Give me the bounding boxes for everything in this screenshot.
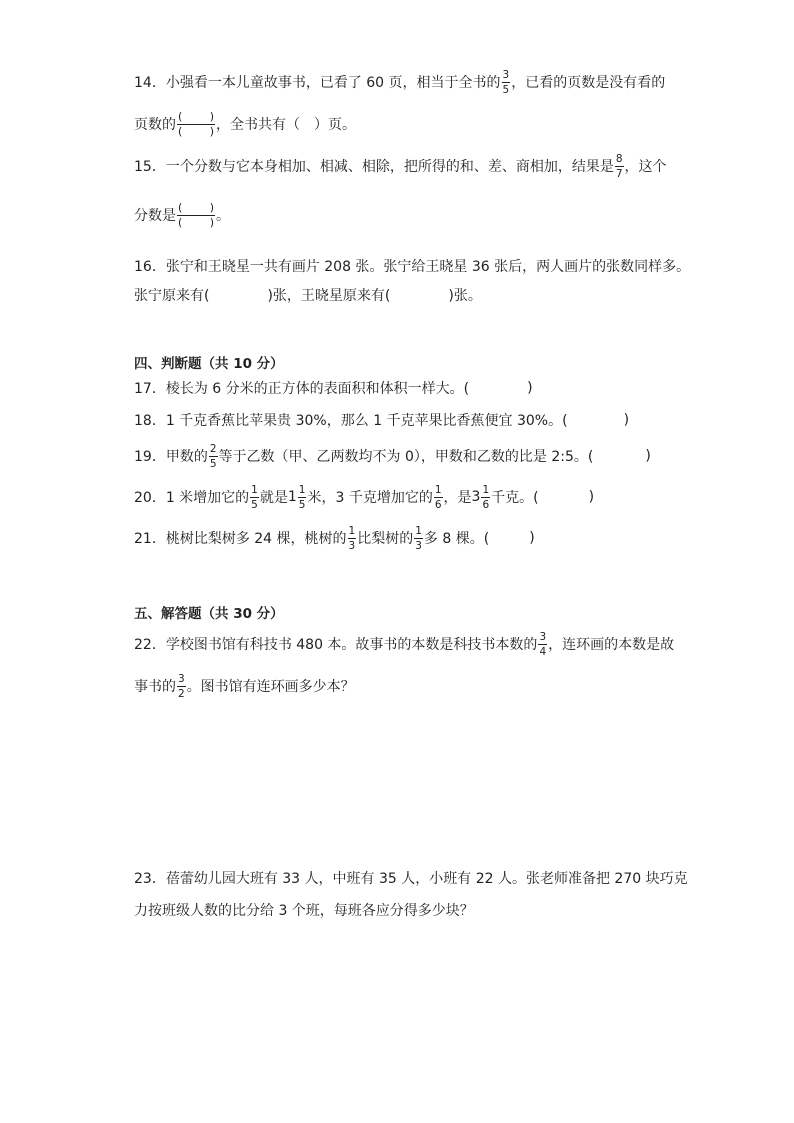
question-16-text-c: )张，王晓星原来有(	[267, 288, 391, 304]
question-16-text-a: 16．张宁和王晓星一共有画片 208 张。张宁给王晓星 36 张后，两人画片的张数同样多。	[134, 259, 691, 275]
question-14-line-1	[134, 64, 665, 100]
fraction-8-7: $\frac{8}{7}$	[615, 152, 623, 180]
mixed-number-1-1-5: 1 $\frac{1}{5}$	[287, 483, 306, 511]
section-4-title: 四、判断题（共 10 分）	[134, 356, 284, 372]
section-5-title: 五、解答题（共 30 分）	[134, 606, 284, 622]
question-23-line-1: 23．蓓蕾幼儿园大班有 33 人，中班有 35 人，小班有 22 人。张老师准备把 270 块巧克	[134, 871, 688, 887]
question-15-text-c: 分数是	[134, 208, 176, 224]
question-16-line-2	[134, 277, 482, 313]
question-22-line-1: 22．学校图书馆有科技书 480 本。故事书的本数是科技书本数的 $\frac{3}{4}$ ，连环画的本数是故	[134, 630, 675, 658]
question-14-line-2	[134, 106, 356, 142]
fraction-1-3: $\frac{1}{3}$	[415, 524, 422, 552]
fraction-1-3: $\frac{1}{3}$	[348, 524, 356, 552]
fraction-1-5: $\frac{1}{5}$	[251, 483, 258, 511]
question-17: 17．棱长为 6 分米的正方体的表面积和体积一样大。( )	[134, 380, 533, 397]
question-14-text-c: 页数的	[134, 117, 176, 133]
question-14-text-d: ，全书共有（ ）页。	[216, 117, 356, 133]
question-16-text-b: 张宁原来有(	[134, 288, 210, 304]
question-22-line-2: 事书的 $\frac{3}{2}$ 。图书馆有连环画多少本？	[134, 672, 355, 700]
question-15-text-b: ，这个	[624, 159, 667, 175]
mixed-number-3-1-6: 3 $\frac{1}{6}$	[471, 483, 490, 511]
question-20: 20．1 米增加它的 $\frac{1}{5}$ 就是 1 $\frac{1}{5}$ 米，3 千克增加它的 $\frac{1}{6}$ ，是 3 $\frac{1}{6}$ 千克。( )	[134, 483, 595, 511]
fraction-3-2: $\frac{3}{2}$	[178, 672, 185, 700]
question-23-line-2: 力按班级人数的比分给 3 个班，每班各应分得多少块？	[134, 903, 474, 919]
question-18: 18．1 千克香蕉比苹果贵 30%，那么 1 千克苹果比香蕉便宜 30%。( )	[134, 412, 630, 429]
fraction-3-4: $\frac{3}{4}$	[539, 630, 547, 658]
fraction-1-6: $\frac{1}{6}$	[434, 483, 442, 511]
fraction-3-5: $\frac{3}{5}$	[502, 68, 510, 96]
answer-blank-fraction[interactable]: ( ) ( )	[178, 200, 214, 229]
question-15-text-d: 。	[216, 208, 230, 224]
question-14-text-b: ，已看的页数是没有看的	[511, 75, 666, 91]
question-14-text-a: 14．小强看一本儿童故事书，已看了 60 页，相当于全书的	[134, 75, 501, 91]
question-21: 21．桃树比梨树多 24 棵，桃树的 $\frac{1}{3}$ 比梨树的 $\frac{1}{3}$ 多 8 棵。( )	[134, 524, 535, 552]
question-19: 19．甲数的 $\frac{2}{5}$ 等于乙数（甲、乙两数均不为 0），甲数和乙数的比是 2:5。( )	[134, 442, 651, 470]
question-16-text-d: )张。	[448, 288, 482, 304]
question-15-line-1	[134, 148, 667, 184]
question-15-line-2	[134, 197, 230, 233]
question-15-text-a: 15．一个分数与它本身相加、相减、相除，把所得的和、差、商相加，结果是	[134, 159, 614, 175]
fraction-2-5: $\frac{2}{5}$	[209, 442, 217, 470]
answer-blank-fraction[interactable]: ( ) ( )	[178, 109, 214, 138]
